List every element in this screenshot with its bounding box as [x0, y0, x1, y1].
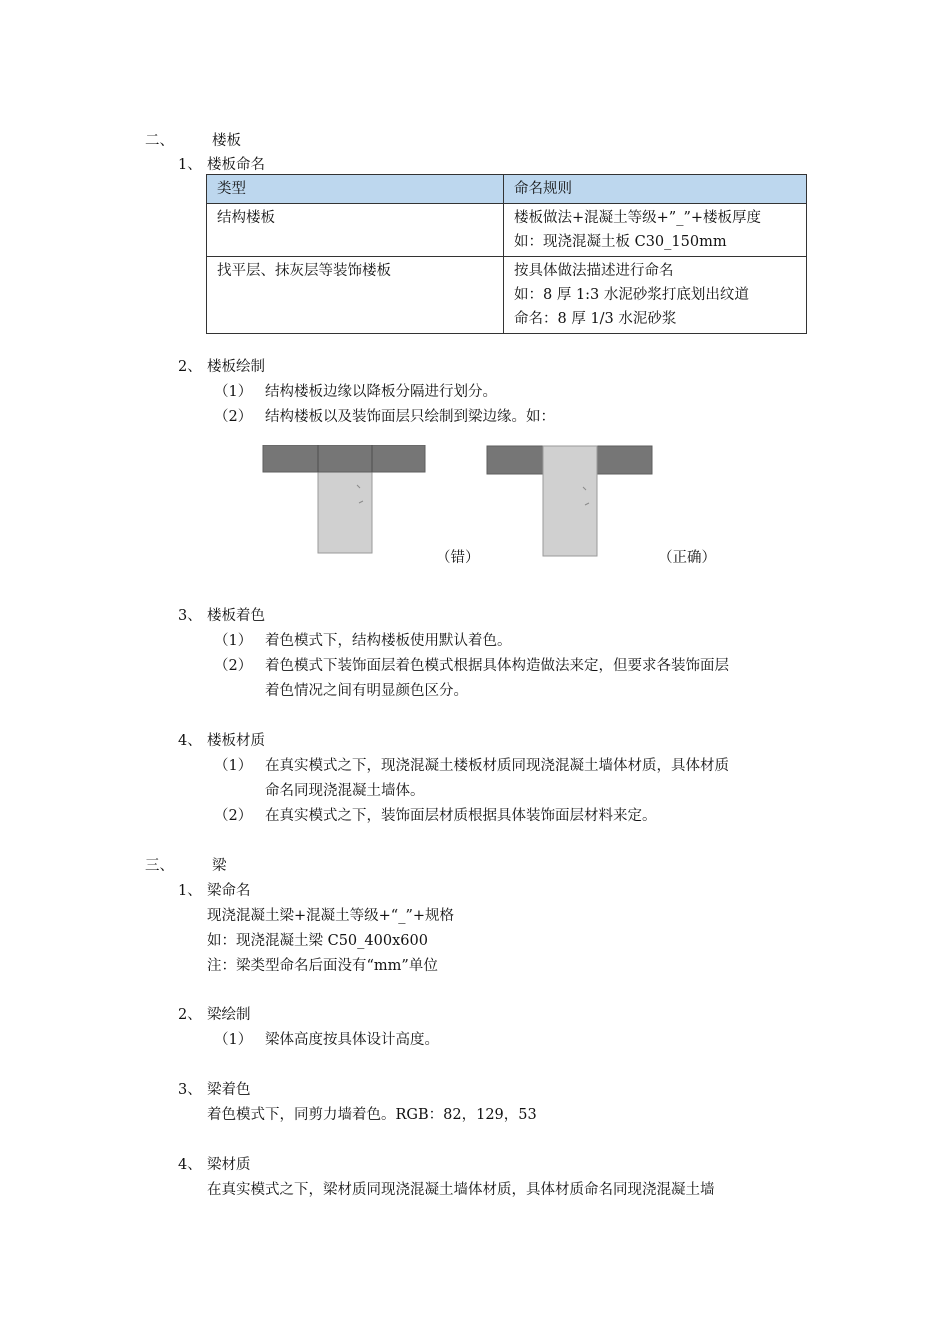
subsection-title: 梁命名	[207, 883, 251, 899]
slab-shape-left	[487, 446, 543, 474]
beam-shape	[543, 446, 597, 556]
subsection-title: 楼板命名	[207, 157, 265, 173]
caption-right: （正确）	[658, 550, 716, 566]
naming-rules-table	[206, 174, 807, 334]
subsection-number: 1、	[178, 883, 202, 899]
body-line: 着色模式下，同剪力墙着色。RGB：82，129，53	[207, 1107, 537, 1123]
table-header-row	[207, 175, 807, 204]
item-text: 在真实模式之下，装饰面层材质根据具体装饰面层材料来定。	[265, 808, 657, 824]
section-title: 梁	[212, 858, 227, 874]
section-number: 三、	[145, 858, 174, 874]
subsection-title: 楼板着色	[207, 608, 265, 624]
diagram-right	[486, 445, 654, 559]
item-number: （2）	[214, 409, 253, 425]
section-number: 二、	[145, 133, 174, 149]
slab-shape-right	[597, 446, 652, 474]
subsection-number: 4、	[178, 733, 202, 749]
item-number: （1）	[214, 633, 253, 649]
item-text: 着色模式下装饰面层着色模式根据具体构造做法来定，但要求各装饰面层	[265, 658, 729, 674]
subsection-number: 3、	[178, 608, 202, 624]
subsection-title: 楼板绘制	[207, 359, 265, 375]
section-title: 楼板	[212, 133, 241, 149]
item-text-continued: 命名同现浇混凝土墙体。	[265, 783, 425, 799]
item-text: 在真实模式之下，现浇混凝土楼板材质同现浇混凝土墙体材质，具体材质	[265, 758, 729, 774]
item-number: （2）	[214, 808, 253, 824]
table-header-type: 类型	[207, 175, 504, 204]
body-line: 现浇混凝土梁+混凝土等级+“_”+规格	[207, 908, 455, 924]
item-number: （2）	[214, 658, 253, 674]
item-text: 着色模式下，结构楼板使用默认着色。	[265, 633, 512, 649]
caption-wrong: （错）	[436, 550, 480, 566]
table-cell-rule	[504, 257, 807, 334]
subsection-number: 4、	[178, 1157, 202, 1173]
body-line: 注：梁类型命名后面没有“mm”单位	[207, 958, 438, 974]
subsection-number: 1、	[178, 157, 202, 173]
rule-line: 如：8 厚 1:3 水泥砂浆打底划出纹道	[514, 287, 749, 303]
rule-line: 命名：8 厚 1/3 水泥砂浆	[514, 311, 677, 327]
rule-line: 楼板做法+混凝土等级+”_”+楼板厚度	[514, 210, 762, 226]
body-line: 在真实模式之下，梁材质同现浇混凝土墙体材质，具体材质命名同现浇混凝土墙	[207, 1182, 715, 1198]
table-cell-type: 结构楼板	[207, 204, 504, 257]
slab-shape	[263, 445, 425, 472]
subsection-title: 梁着色	[207, 1082, 251, 1098]
table-cell-type: 找平层、抹灰层等装饰楼板	[207, 257, 504, 334]
subsection-title: 梁材质	[207, 1157, 251, 1173]
item-number: （1）	[214, 758, 253, 774]
subsection-number: 2、	[178, 1007, 202, 1023]
subsection-title: 梁绘制	[207, 1007, 251, 1023]
item-text: 梁体高度按具体设计高度。	[265, 1032, 439, 1048]
diagram-wrong	[262, 445, 427, 557]
item-text: 结构楼板边缘以降板分隔进行划分。	[265, 384, 497, 400]
item-number: （1）	[214, 384, 253, 400]
item-number: （1）	[214, 1032, 253, 1048]
rule-line: 按具体做法描述进行命名	[514, 263, 674, 279]
subsection-number: 2、	[178, 359, 202, 375]
rule-line: 如：现浇混凝土板 C30_150mm	[514, 234, 727, 250]
subsection-number: 3、	[178, 1082, 202, 1098]
item-text: 结构楼板以及装饰面层只绘制到梁边缘。如：	[265, 409, 555, 425]
body-line: 如：现浇混凝土梁 C50_400x600	[207, 933, 428, 949]
item-text-continued: 着色情况之间有明显颜色区分。	[265, 683, 468, 699]
subsection-title: 楼板材质	[207, 733, 265, 749]
table-header-rule: 命名规则	[504, 175, 807, 204]
table-cell-rule	[504, 204, 807, 257]
table-row	[207, 257, 807, 334]
table-row	[207, 204, 807, 257]
